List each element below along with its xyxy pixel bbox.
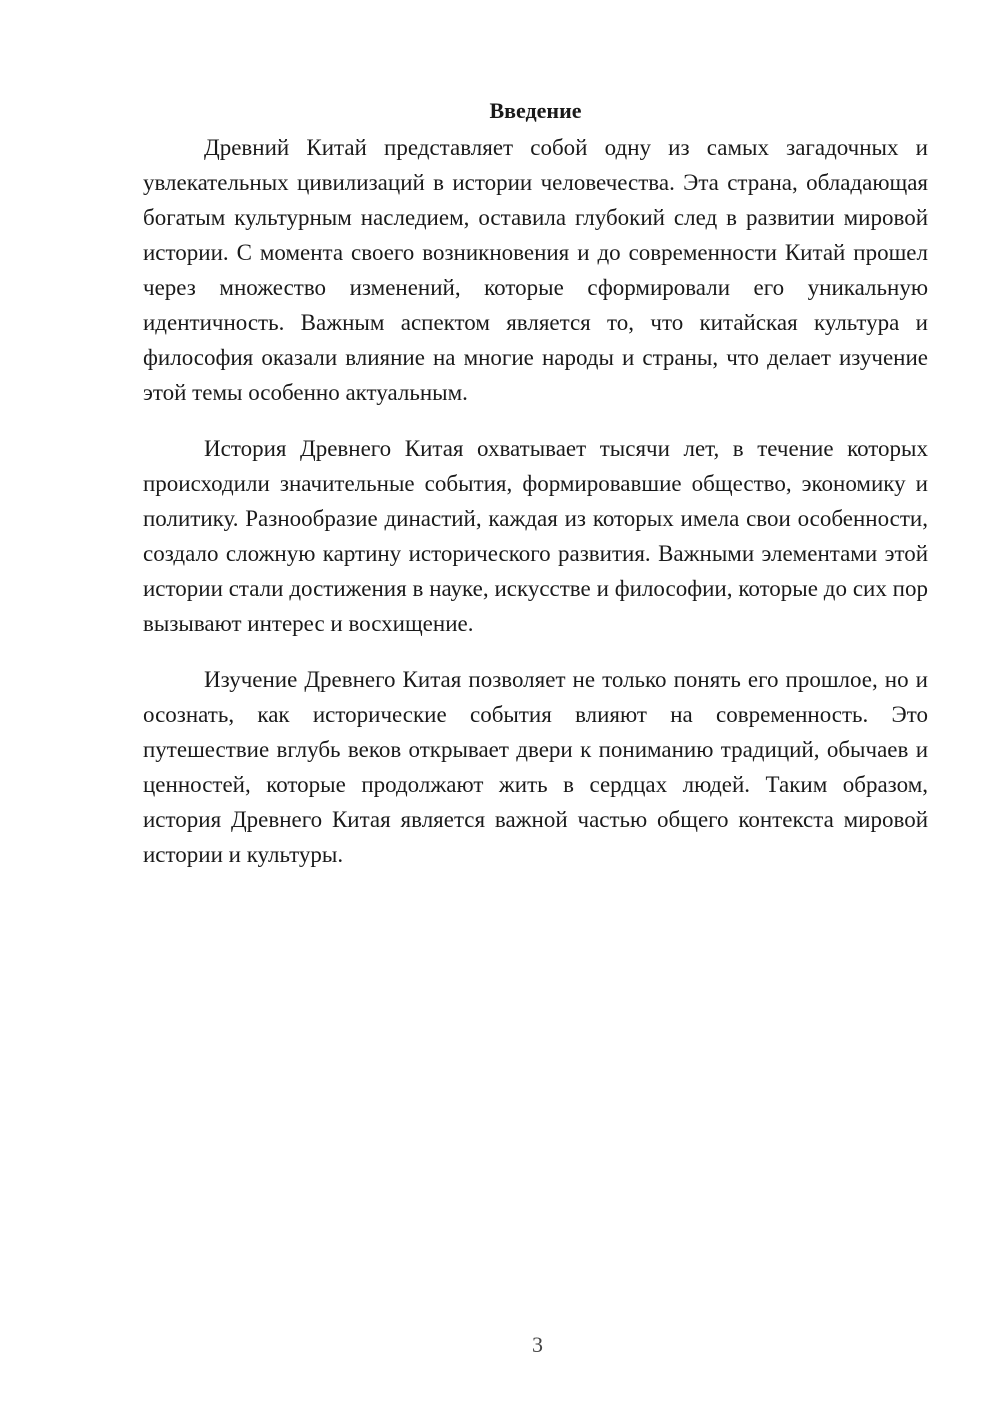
page-number: 3 xyxy=(532,1332,543,1357)
intro-paragraph-3: Изучение Древнего Китая позволяет не только понять его прошлое, но и осознать, как исторические события влияют на современность. Это путешествие вглубь веков открывает двери к пониманию традиций, обычаев и ценностей, которые продолжают жить в сердцах людей. Таким образом, история Древнего Китая является важной частью общего контекста мировой истории и культуры. xyxy=(143,667,928,867)
intro-paragraph-1: Древний Китай представляет собой одну из самых загадочных и увлекательных цивилизаций в истории человечества. Эта страна, обладающая богатым культурным наследием, оставила глубокий след в развитии мировой истории. С момента своего возникновения и до современности Китай прошел через множество изменений, которые сформировали его уникальную идентичность. Важным аспектом является то, что китайская культура и философия оказали влияние на многие народы и страны, что делает изучение этой темы особенно актуальным. xyxy=(143,135,928,405)
page-content xyxy=(143,96,928,893)
section-heading: Введение xyxy=(489,98,582,123)
intro-paragraph-2: История Древнего Китая охватывает тысячи лет, в течение которых происходили значительные события, формировавшие общество, экономику и политику. Разнообразие династий, каждая из которых имела свои особенности, создало сложную картину исторического развития. Важными элементами этой истории стали достижения в науке, искусстве и философии, которые до сих пор вызывают интерес и восхищение. xyxy=(143,436,928,636)
